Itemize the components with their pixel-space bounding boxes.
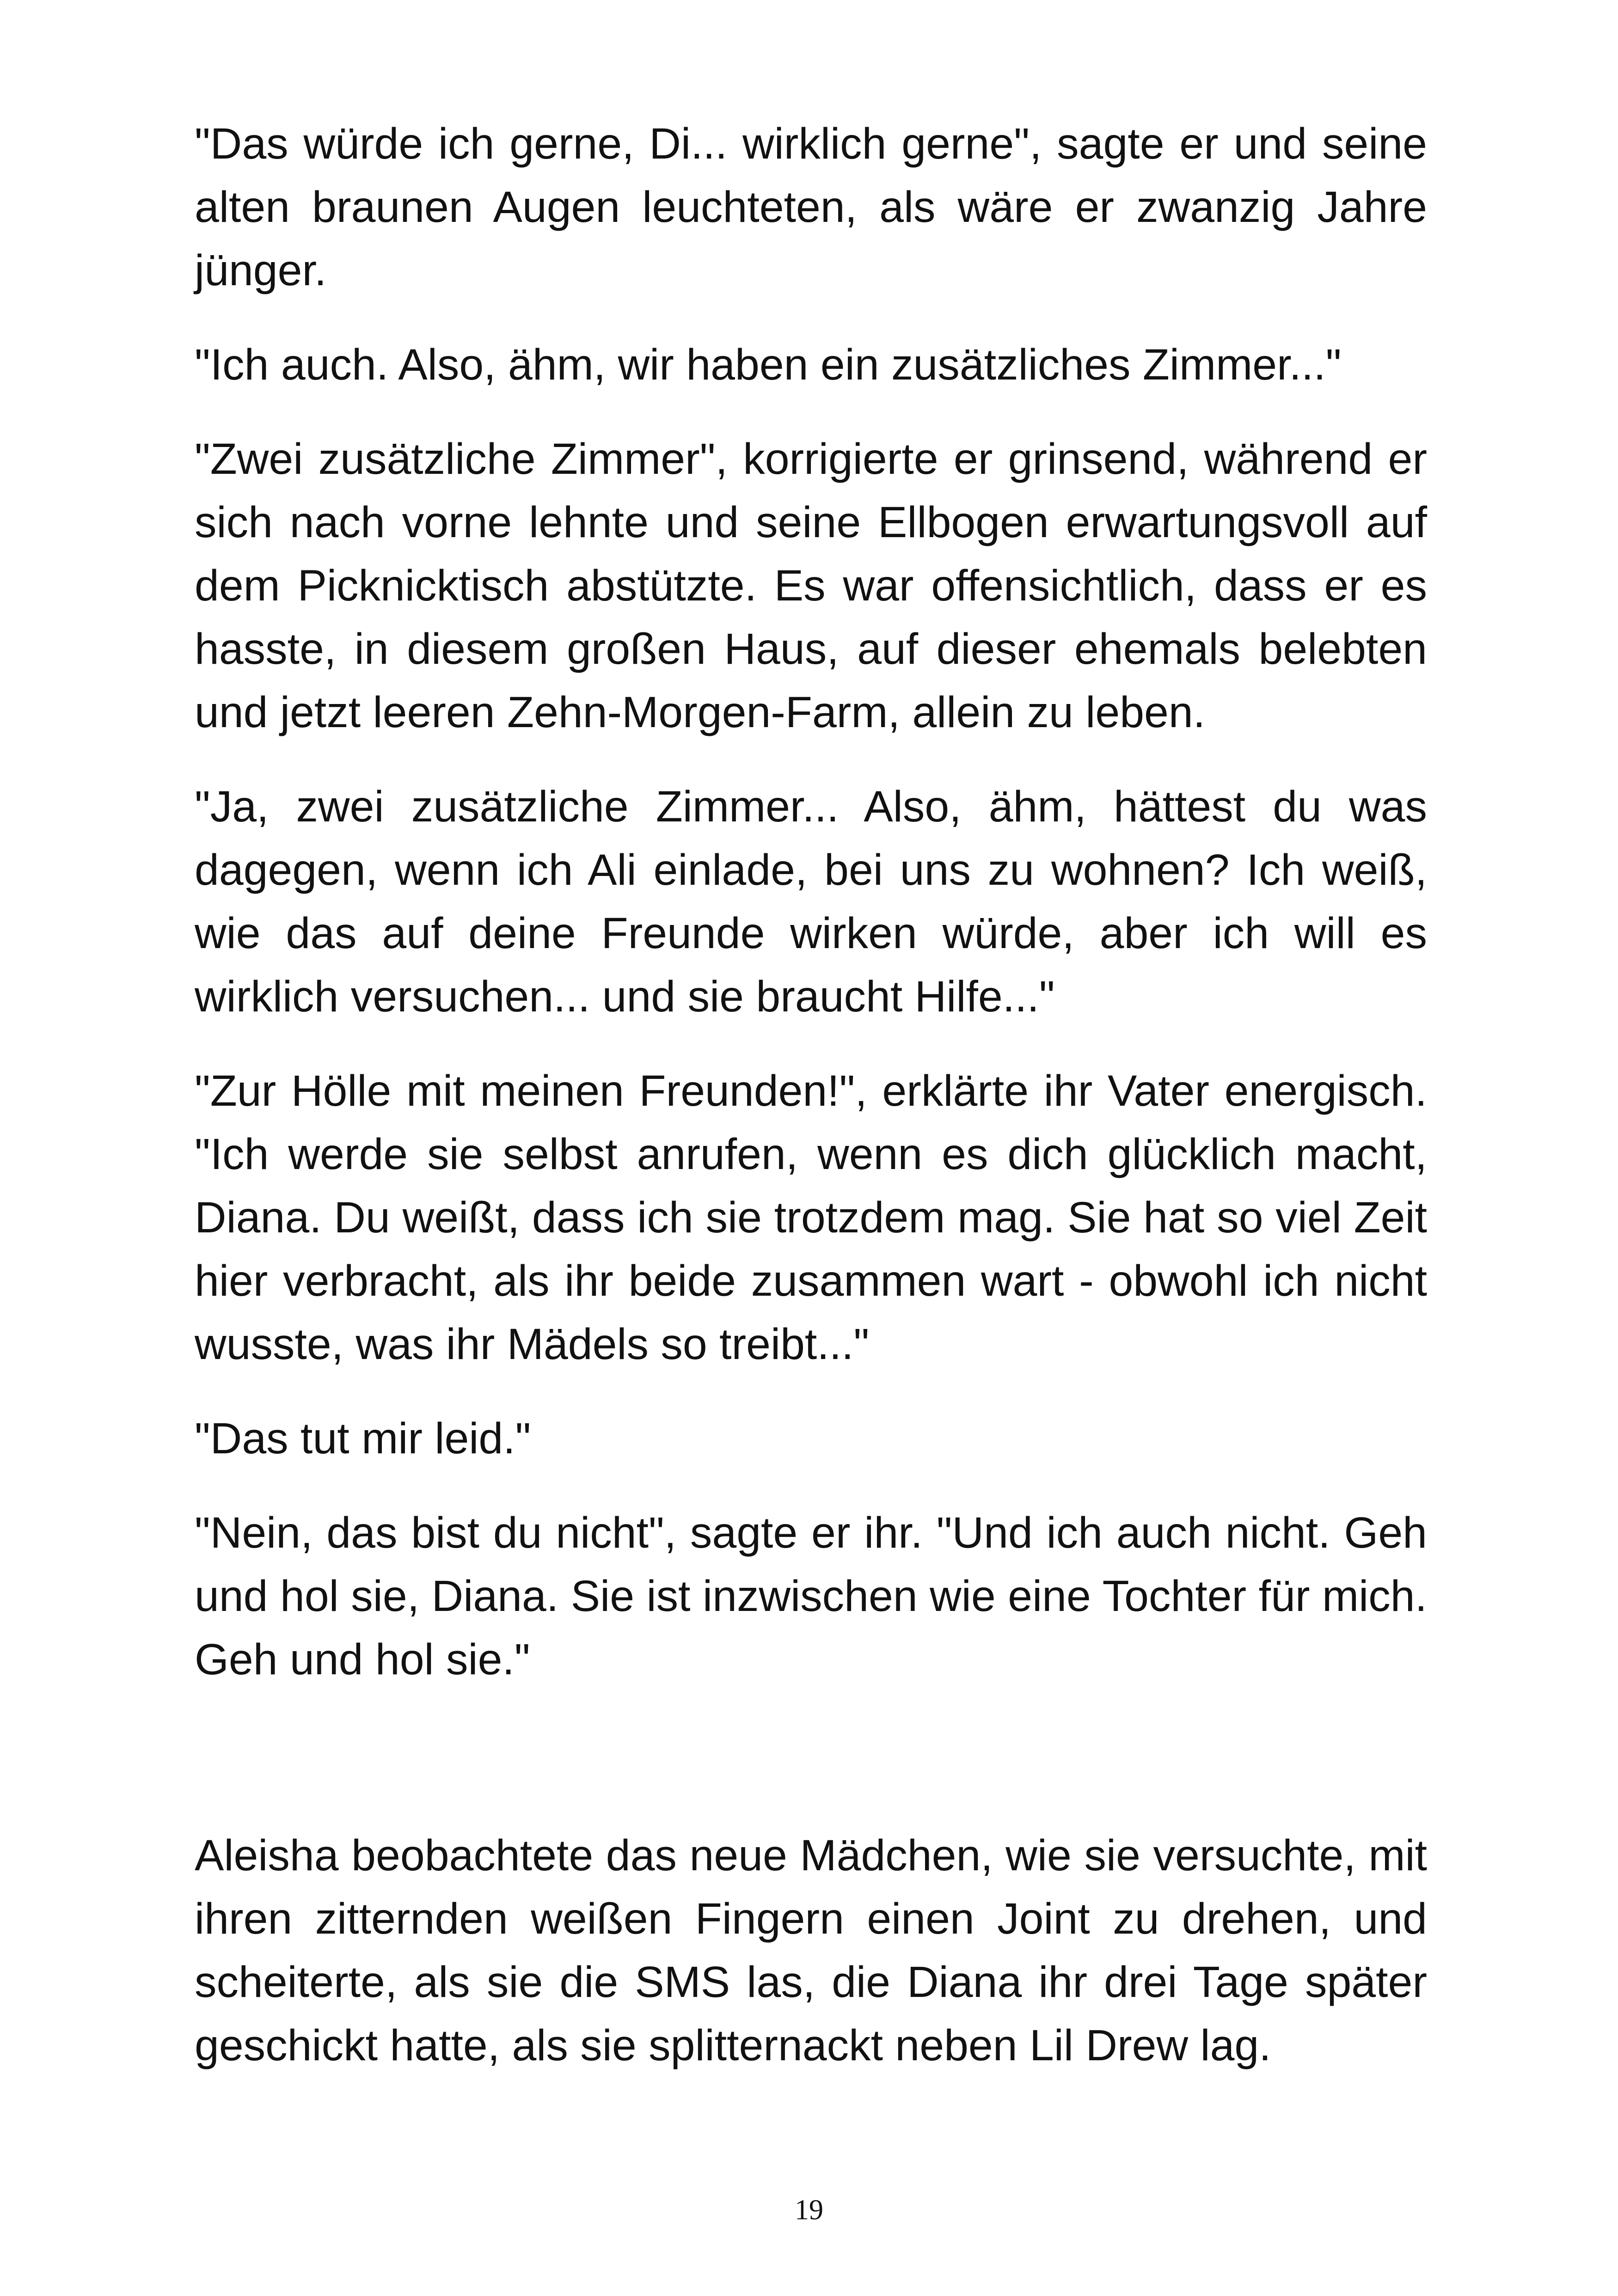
paragraph-3: "Zwei zusätzliche Zimmer", korrigierte er grinsend, während er sich nach vorne lehnte und seine Ellbogen erwartungsvoll auf dem Picknicktisch abstützte. Es war offensichtlich, dass er es hasste, in diesem großen Haus, auf dieser ehemals belebten und jetzt leeren Zehn-Morgen-Farm, allein zu leben. (195, 435, 1427, 737)
paragraph-1: "Das würde ich gerne, Di... wirklich gerne", sagte er und seine alten braunen Augen leuchteten, als wäre er zwanzig Jahre jünger. (195, 119, 1427, 295)
paragraph-5: "Zur Hölle mit meinen Freunden!", erklärte ihr Vater energisch. "Ich werde sie selbst anrufen, wenn es dich glücklich macht, Diana. Du weißt, dass ich sie trotzdem mag. Sie hat so viel Zeit hier verbracht, als ihr beide zusammen wart - obwohl ich nicht wusste, was ihr Mädels so treibt..." (195, 1066, 1427, 1369)
section-break (195, 1722, 1427, 1824)
body-text (195, 112, 1427, 2108)
paragraph-7: "Nein, das bist du nicht", sagte er ihr. "Und ich auch nicht. Geh und hol sie, Diana. Sie ist inzwischen wie eine Tochter für mich. Geh und hol sie." (195, 1508, 1427, 1684)
section-two-paragraph: Aleisha beobachtete das neue Mädchen, wie sie versuchte, mit ihren zitternden weißen Fingern einen Joint zu drehen, und scheiterte, als sie die SMS las, die Diana ihr drei Tage später geschickt hatte, als sie splitternackt neben Lil Drew lag. (195, 1831, 1427, 2070)
paragraph-4: "Ja, zwei zusätzliche Zimmer... Also, ähm, hättest du was dagegen, wenn ich Ali einlade, bei uns zu wohnen? Ich weiß, wie das auf deine Freunde wirken würde, aber ich will es wirklich versuchen... und sie braucht Hilfe..." (195, 782, 1427, 1021)
paragraph-6: "Das tut mir leid." (195, 1414, 531, 1463)
page-number: 19 (795, 2194, 823, 2226)
paragraph-2: "Ich auch. Also, ähm, wir haben ein zusätzliches Zimmer..." (195, 340, 1342, 389)
